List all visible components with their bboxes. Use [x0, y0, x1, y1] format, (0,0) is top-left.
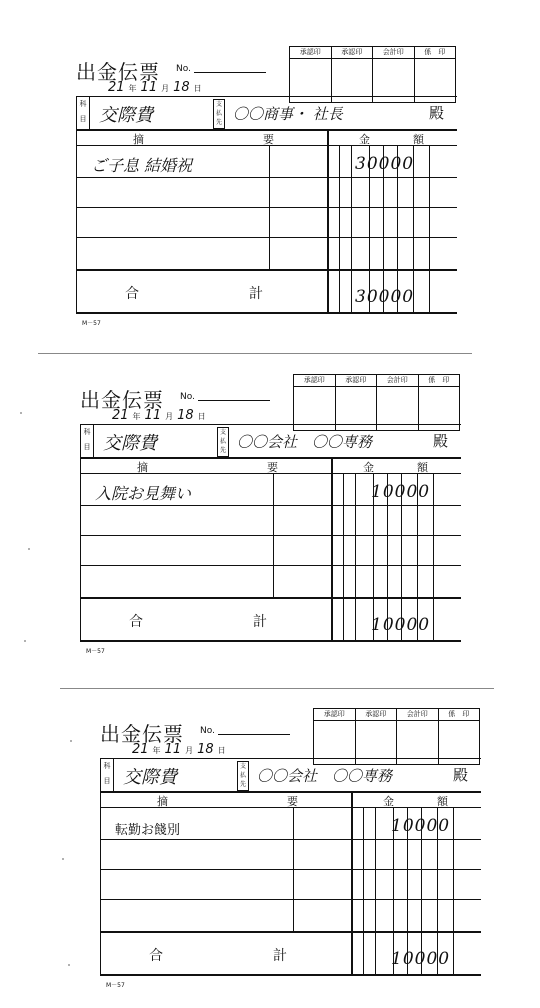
- row-line: [81, 535, 461, 536]
- approval-stamps: [293, 374, 460, 431]
- digit-line: [363, 807, 364, 974]
- line-amount: 10000: [391, 816, 451, 836]
- line-amount: 10000: [371, 482, 431, 502]
- stamp-box: [438, 709, 480, 764]
- account-name: 交際費: [123, 767, 177, 788]
- voucher-date: [108, 80, 206, 95]
- form-title: 出金伝票: [100, 722, 184, 746]
- date-day: 18: [177, 408, 194, 423]
- column-line: [327, 131, 329, 312]
- form-title: 出金伝票: [76, 60, 160, 84]
- row-line: [81, 565, 461, 566]
- scan-speck: [70, 740, 72, 742]
- stamp-box: [335, 375, 377, 430]
- form-code: M－57: [82, 320, 101, 327]
- honorific: 殿: [429, 104, 445, 122]
- year-unit: 年: [128, 84, 137, 93]
- date-day: 18: [197, 742, 214, 757]
- column-header: [101, 793, 481, 808]
- stamp-box: [355, 709, 397, 764]
- honorific: 殿: [433, 432, 449, 450]
- line-amount: 30000: [355, 154, 415, 174]
- row-line: [77, 237, 457, 238]
- payee-name: 〇〇会社 〇〇専務: [237, 433, 373, 451]
- stamp-box: [290, 47, 331, 102]
- header-amount-2: 額: [437, 795, 448, 808]
- column-line: [273, 473, 274, 597]
- line-description: 入院お見舞い: [95, 484, 192, 503]
- row-line: [81, 505, 461, 506]
- payee-label: 支払先: [217, 427, 229, 457]
- account-name: 交際費: [103, 433, 157, 454]
- month-unit: 月: [185, 746, 194, 755]
- payee-name: 〇〇会社 〇〇専務: [257, 767, 393, 785]
- row-line: [101, 899, 481, 900]
- date-month: 11: [144, 408, 162, 423]
- digit-line: [343, 473, 344, 640]
- approval-stamps: [289, 46, 456, 103]
- account-row: [81, 425, 461, 459]
- date-day: 18: [173, 80, 190, 95]
- day-unit: 日: [217, 746, 226, 755]
- date-year: 21: [112, 408, 129, 423]
- honorific: 殿: [453, 766, 469, 784]
- month-unit: 月: [161, 84, 170, 93]
- account-label: 科目: [101, 759, 114, 791]
- stamp-label: 承認印: [336, 375, 377, 387]
- scan-speck: [28, 548, 30, 550]
- stamp-label: 係 印: [439, 709, 480, 721]
- form-code: M－57: [106, 982, 125, 989]
- total-label-a: 合: [129, 614, 143, 630]
- row-line: [77, 207, 457, 208]
- number-field: [218, 734, 290, 735]
- month-unit: 月: [165, 412, 174, 421]
- year-unit: 年: [132, 412, 141, 421]
- voucher-table: [80, 424, 461, 642]
- total-label-b: 計: [253, 614, 267, 630]
- number-field: [194, 72, 266, 73]
- separator-line: [60, 688, 494, 689]
- date-month: 11: [140, 80, 158, 95]
- total-amount: 10000: [371, 615, 431, 635]
- line-description: 転勤お餞別: [115, 823, 181, 838]
- header-desc: 摘: [157, 795, 168, 808]
- form-title: 出金伝票: [80, 388, 164, 412]
- total-amount: 10000: [391, 949, 451, 969]
- column-line: [351, 793, 353, 974]
- scan-speck: [20, 412, 22, 414]
- stamp-box: [418, 375, 460, 430]
- row-line: [77, 269, 457, 271]
- stamp-box: [314, 709, 355, 764]
- number-label: No.: [200, 726, 215, 736]
- row-line: [77, 177, 457, 178]
- scan-speck: [24, 640, 26, 642]
- header-amount-2: 額: [417, 461, 428, 474]
- digit-line: [429, 145, 430, 312]
- digit-line: [375, 807, 376, 974]
- payee-name: 〇〇商事・ 社長: [233, 105, 343, 123]
- number-label: No.: [176, 64, 191, 74]
- column-line: [269, 145, 270, 269]
- account-row: [77, 97, 457, 131]
- approval-stamps: [313, 708, 480, 765]
- column-header: [81, 459, 461, 474]
- column-line: [293, 807, 294, 931]
- year-unit: 年: [152, 746, 161, 755]
- stamp-box: [372, 47, 414, 102]
- header-desc-2: 要: [263, 133, 274, 146]
- line-description: ご子息 結婚祝: [91, 156, 193, 175]
- stamp-box: [376, 375, 418, 430]
- total-label-a: 合: [125, 286, 139, 302]
- payee-label: 支払先: [237, 761, 249, 791]
- account-name: 交際費: [99, 105, 153, 126]
- header-desc-2: 要: [267, 461, 278, 474]
- day-unit: 日: [197, 412, 206, 421]
- header-amount: 金: [363, 461, 374, 474]
- stamp-label: 係 印: [415, 47, 456, 59]
- stamp-label: 承認印: [356, 709, 397, 721]
- digit-line: [351, 145, 352, 312]
- header-amount: 金: [383, 795, 394, 808]
- stamp-label: 承認印: [314, 709, 355, 721]
- form-code: M－57: [86, 648, 105, 655]
- digit-line: [433, 473, 434, 640]
- account-row: [101, 759, 481, 793]
- row-line: [101, 869, 481, 870]
- scan-speck: [68, 964, 70, 966]
- stamp-box: [414, 47, 456, 102]
- digit-line: [339, 145, 340, 312]
- voucher-date: [112, 408, 210, 423]
- stamp-label: 承認印: [290, 47, 331, 59]
- voucher-2: [80, 374, 480, 674]
- number-field: [198, 400, 270, 401]
- voucher-3: [100, 708, 500, 1008]
- scan-speck: [62, 858, 64, 860]
- separator-line: [38, 353, 472, 354]
- voucher-1: [76, 46, 476, 346]
- header-amount: 金: [359, 133, 370, 146]
- header-desc-2: 要: [287, 795, 298, 808]
- date-year: 21: [132, 742, 149, 757]
- digit-line: [355, 473, 356, 640]
- stamp-label: 承認印: [294, 375, 335, 387]
- digit-line: [453, 807, 454, 974]
- column-header: [77, 131, 457, 146]
- stamp-label: 会計印: [397, 709, 438, 721]
- payee-label: 支払先: [213, 99, 225, 129]
- row-line: [81, 597, 461, 599]
- row-line: [101, 931, 481, 933]
- column-line: [331, 459, 333, 640]
- header-amount-2: 額: [413, 133, 424, 146]
- header-desc: 摘: [133, 133, 144, 146]
- stamp-label: 会計印: [373, 47, 414, 59]
- stamp-label: 係 印: [419, 375, 460, 387]
- voucher-table: [100, 758, 481, 976]
- voucher-date: [132, 742, 230, 757]
- date-year: 21: [108, 80, 125, 95]
- stamp-label: 会計印: [377, 375, 418, 387]
- header-desc: 摘: [137, 461, 148, 474]
- row-line: [101, 839, 481, 840]
- stamp-box: [294, 375, 335, 430]
- day-unit: 日: [193, 84, 202, 93]
- total-amount: 30000: [355, 287, 415, 307]
- account-label: 科目: [81, 425, 94, 457]
- date-month: 11: [164, 742, 182, 757]
- total-label-a: 合: [149, 948, 163, 964]
- stamp-box: [331, 47, 373, 102]
- total-label-b: 計: [273, 948, 287, 964]
- account-label: 科目: [77, 97, 90, 129]
- voucher-table: [76, 96, 457, 314]
- total-label-b: 計: [249, 286, 263, 302]
- stamp-box: [396, 709, 438, 764]
- number-label: No.: [180, 392, 195, 402]
- stamp-label: 承認印: [332, 47, 373, 59]
